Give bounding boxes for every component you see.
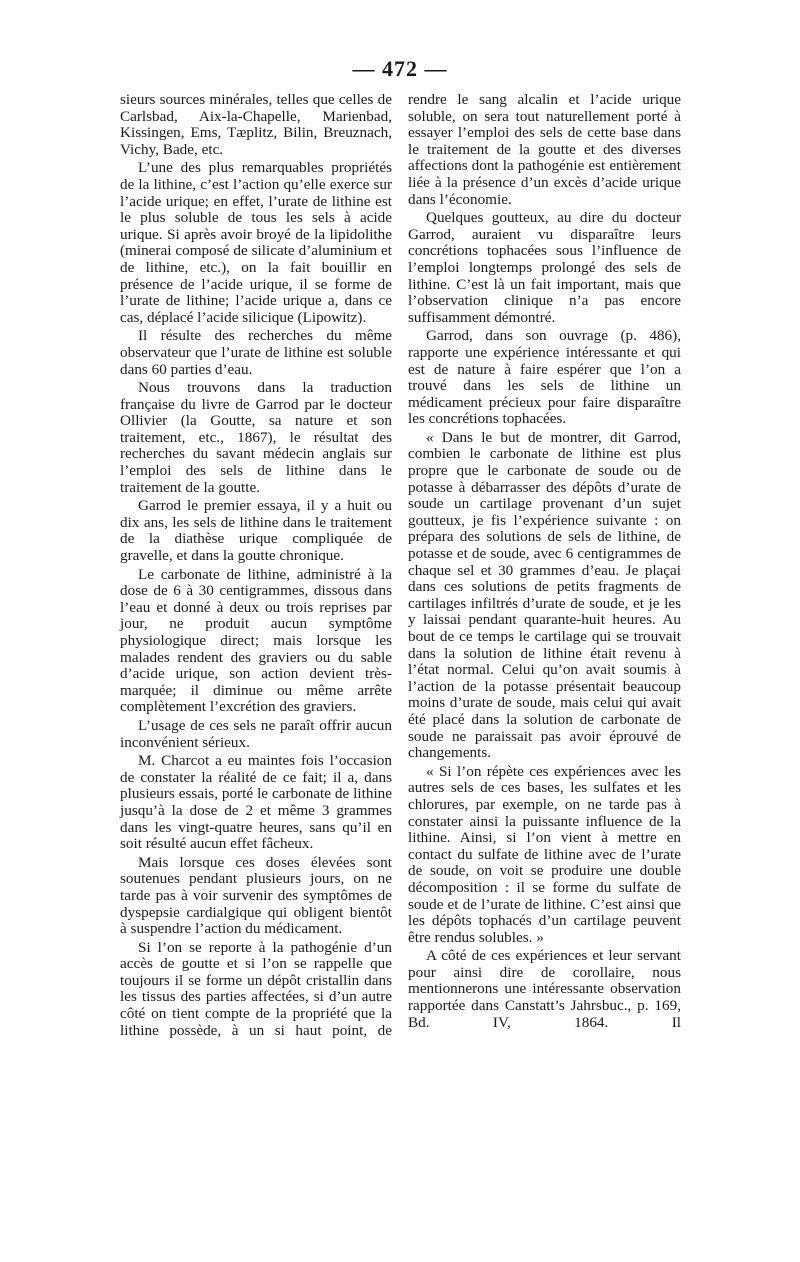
- right-column: [408, 92, 681, 1033]
- paragraph: Si l’on se reporte à la pathogénie d’un accès de goutte et si l’on se rappelle que toujours il se forme un dépôt cristallin dans les tissus des parties affectées, si d’un autre côté on tient compte de la propriété que la lithine possède, à un si haut point, de: [120, 938, 392, 1039]
- paragraph: Le carbonate de lithine, administré à la dose de 6 à 30 centigrammes, dissous dans l’eau et donné à deux ou trois reprises par jour, ne produit aucun symptôme physiologique direct; mais lorsque les malades rendent des graviers ou du sable d’acide urique, son action devient très-marquée; il diminue ou même arrête complètement l’excrétion des graviers.: [120, 565, 392, 716]
- paragraph: Nous trouvons dans la traduction française du livre de Garrod par le docteur Ollivier (la Goutte, sa nature et son traitement, etc., 1867), le résultat des recherches du savant médecin anglais sur l’emploi des sels de lithine dans le traitement de la goutte.: [120, 379, 392, 496]
- paragraph: sieurs sources minérales, telles que celles de Carlsbad, Aix-la-Chapelle, Marienbad, Kissingen, Ems, Tæplitz, Bilin, Breuznach, Vichy, Bade, etc.: [120, 91, 392, 158]
- paragraph: rendre le sang alcalin et l’acide urique soluble, on sera tout naturellement porté à essayer l’emploi des sels de cette base dans le traitement de la goutte et des diverses affections dont la pathogénie est entièrement liée à la présence d’un excès d’acide urique dans l’économie.: [408, 91, 681, 208]
- paragraph: M. Charcot a eu maintes fois l’occasion de constater la réalité de ce fait; il a, dans plusieurs essais, porté le carbonate de lithine jusqu’à la dose de 2 et même 3 grammes dans les vingt-quatre heures, sans qu’il en soit résulté aucun effet fâcheux.: [120, 752, 392, 853]
- left-column: [120, 92, 392, 1041]
- paragraph: « Si l’on répète ces expériences avec les autres sels de ces bases, les sulfates et les chlorures, par exemple, on ne tarde pas à constater ainsi la puissante influence de la lithine. Ainsi, si l’on vient à mettre en contact du sulfate de lithine avec de l’urate de soude, on voit se produire une double décomposition : il se forme du sulfate de soude et de l’urate de lithine. C’est ainsi que les dépôts tophacés d’un cartilage peuvent être rendus solubles. »: [408, 762, 681, 946]
- paragraph: Garrod, dans son ouvrage (p. 486), rapporte une expérience intéressante et qui est de nature à faire espérer que l’on a trouvé dans les sels de lithine un médicament précieux pour faire disparaître les concrétions tophacées.: [408, 327, 681, 428]
- page-number: — 472 —: [352, 56, 448, 81]
- paragraph: L’une des plus remarquables propriétés de la lithine, c’est l’action qu’elle exerce sur l’acide urique; en effet, l’urate de lithine est le plus soluble de tous les sels à acide urique. Si après avoir broyé de la lipidolithe (minerai composé de silicate d’aluminium et de lithine, etc.), on la fait bouillir en présence de l’acide urique, il se forme de l’urate de lithine; l’acide urique a, dans ce cas, déplacé l’acide silicique (Lipowitz).: [120, 159, 392, 326]
- paragraph: L’usage de ces sels ne paraît offrir aucun inconvénient sérieux.: [120, 716, 392, 751]
- paragraph: « Dans le but de montrer, dit Garrod, combien le carbonate de lithine est plus propre que le carbonate de soude ou de potasse à débarrasser des dépôts d’urate de soude un cartilage provenant d’un sujet goutteux, je fis l’expérience suivante : on prépara des solutions de sels de lithine, de potasse et de soude, avec 6 centigrammes de chaque sel et 30 grammes d’eau. Je plaçai dans ces solutions de petits fragments de cartilages infiltrés d’urate de soude, et je les y laissai pendant quarante-huit heures. Au bout de ce temps le cartilage qui se trouvait dans la solution de lithine était revenu à l’état normal. Celui qu’on avait soumis à l’action de la potasse présentait beaucoup moins d’urate de soude, mais celui qui avait été placé dans la solution de carbonate de soude ne paraissait pas avoir éprouvé de changements.: [408, 428, 681, 762]
- paragraph: Quelques goutteux, au dire du docteur Garrod, auraient vu disparaître leurs concrétions tophacées sous l’influence de l’emploi longtemps prolongé des sels de lithine. C’est là un fait important, mais que l’observation clinique n’a pas encore suffisamment démontré.: [408, 209, 681, 326]
- paragraph: Garrod le premier essaya, il y a huit ou dix ans, les sels de lithine dans le traitement de la diathèse urique compliquée de gravelle, et dans la goutte chronique.: [120, 497, 392, 565]
- paragraph: A côté de ces expériences et leur servant pour ainsi dire de corollaire, nous mentionnerons une intéressante observation rapportée dans Canstatt’s Jahrsbuc., p. 169, Bd. IV, 1864. Il: [408, 947, 681, 1031]
- paragraph: Il résulte des recherches du même observateur que l’urate de lithine est soluble dans 60 parties d’eau.: [120, 327, 392, 378]
- paragraph: Mais lorsque ces doses élevées sont soutenues pendant plusieurs jours, on ne tarde pas à voir survenir des symptômes de dyspepsie cardialgique qui obligent bientôt à suspendre l’action du médicament.: [120, 853, 392, 938]
